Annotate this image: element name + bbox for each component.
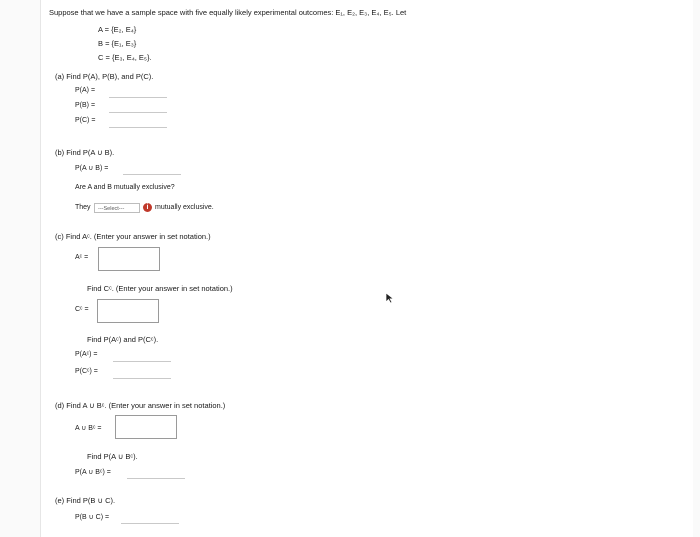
cc-input[interactable] — [97, 299, 159, 323]
pac-label: P(Aᶜ) = — [75, 351, 98, 358]
pa-input[interactable] — [109, 86, 167, 98]
pab-label: P(A ∪ B) = — [75, 165, 109, 172]
paubc-prompt: Find P(A ∪ Bᶜ). — [87, 452, 138, 461]
pc-label: P(C) = — [75, 117, 96, 124]
part-d-prompt: (d) Find A ∪ Bᶜ. (Enter your answer in set notation.) — [55, 401, 226, 410]
question-intro: Suppose that we have a sample space with five equally likely experimental outcomes: E₁, E₂, E₃, E₄, E₅. Let — [49, 8, 407, 17]
question-page — [40, 0, 693, 537]
set-b-definition: B = {E₁, E₃} — [98, 39, 137, 48]
pcc-input[interactable] — [113, 367, 171, 379]
pa-label: P(A) = — [75, 87, 96, 94]
they-label: They — [75, 204, 91, 211]
pac-input[interactable] — [113, 350, 171, 362]
pb-label: P(B) = — [75, 102, 96, 109]
ac-input[interactable] — [98, 247, 160, 271]
set-a-definition: A = {E₂, E₄} — [98, 25, 137, 34]
complement-prob-prompt: Find P(Aᶜ) and P(Cᶜ). — [87, 335, 159, 344]
cc-prompt: Find Cᶜ. (Enter your answer in set notation.) — [87, 284, 233, 293]
mouse-cursor-icon — [385, 292, 395, 304]
mutually-exclusive-question: Are A and B mutually exclusive? — [75, 184, 175, 191]
ac-label: Aᶜ = — [75, 254, 89, 261]
mutually-exclusive-suffix: mutually exclusive. — [155, 204, 214, 211]
pbuc-input[interactable] — [121, 512, 179, 524]
cc-label: Cᶜ = — [75, 306, 89, 313]
aubc-input[interactable] — [115, 415, 177, 439]
part-a-prompt: (a) Find P(A), P(B), and P(C). — [55, 72, 154, 81]
info-icon[interactable]: i — [143, 203, 152, 212]
set-c-definition: C = {E₃, E₄, E₅}. — [98, 53, 152, 62]
paubc-label: P(A ∪ Bᶜ) = — [75, 469, 111, 476]
paubc-input[interactable] — [127, 467, 185, 479]
pc-input[interactable] — [109, 116, 167, 128]
part-b-prompt: (b) Find P(A ∪ B). — [55, 148, 115, 157]
pb-input[interactable] — [109, 101, 167, 113]
pcc-label: P(Cᶜ) = — [75, 368, 98, 375]
pbuc-label: P(B ∪ C) = — [75, 514, 110, 521]
mutually-exclusive-select[interactable]: ---Select--- — [94, 203, 140, 213]
aubc-label: A ∪ Bᶜ = — [75, 425, 102, 432]
part-c-prompt: (c) Find Aᶜ. (Enter your answer in set notation.) — [55, 232, 211, 241]
part-e-prompt: (e) Find P(B ∪ C). — [55, 496, 116, 505]
pab-input[interactable] — [123, 163, 181, 175]
